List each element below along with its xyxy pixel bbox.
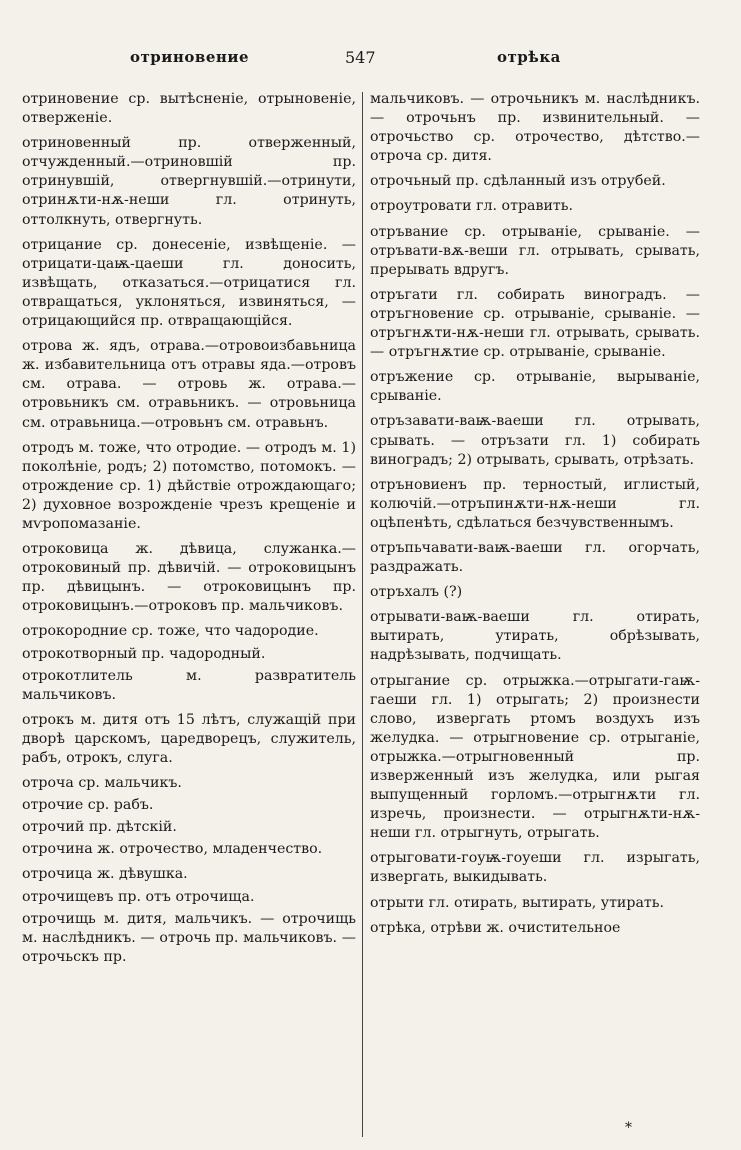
dictionary-entry: отрочьный пр. сдѣланный изъ отрубей. (370, 173, 666, 190)
dictionary-entry: отрочий пр. дѣтскій. (22, 819, 177, 836)
header-right-word: отрѣка (497, 48, 561, 66)
dictionary-entry: отрѣка, отрѣви ж. очистительное (370, 919, 621, 936)
dictionary-entry: отриновенный пр. отверженный, отчужденный.—отриновшій пр. отринувшій, отвергнувшій.—отринути, отринѫти-нѫ-неши гл. отринуть, оттолкнуть, отвергнуть. (22, 135, 356, 228)
dictionary-entry: отрокъ м. дитя отъ 15 лѣтъ, служащій при дворѣ царскомъ, царедворецъ, служитель, рабъ, отрокъ, слуга. (22, 711, 356, 766)
dictionary-entry: отръхалъ (?) (370, 584, 463, 601)
dictionary-entry: отродъ м. тоже, что отродие. — отродъ м. 1) поколѣніе, родъ; 2) потомство, потомокъ. — отрождение ср. 1) дѣйствіе отрождающаго; 2) духовное возрожденіе чрезъ крещеніе и мѵропомазаніе. (22, 439, 356, 532)
dictionary-entry: отръзавати-ваѭ-ваеши гл. отрывать, срывать. — отръзати гл. 1) собирать виноградъ; 2) отрывать, срывать, отрѣзать. (370, 413, 700, 468)
dictionary-entry: отрыговати-гоуѭ-гоуеши гл. изрыгать, извергать, выкидывать. (370, 850, 700, 886)
dictionary-entry: отрывати-ваѭ-ваеши гл. отирать, вытирать, утирать, обрѣзывать, надрѣзывать, подчищать. (370, 609, 700, 664)
dictionary-entry: отръгати гл. собирать виноградъ. — отръгновение ср. отрываніе, срываніе. — отръгнѫти-нѫ-неши гл. отрывать, срывать. — отръгнѫтие ср. отрываніе, срываніе. (370, 286, 700, 361)
dictionary-entry: отрочищь м. дитя, мальчикъ. — отрочищь м. наслѣдникъ. — отрочь пр. мальчиковъ. — отрочьскъ пр. (22, 910, 356, 965)
dictionary-entry: отрицание ср. донесеніе, извѣщеніе. — отрицати-цаѭ-цаеши гл. доносить, извѣщать, отказаться.—отрицатися гл. отвращаться, уклоняться, извиняться, — отрицающийся пр. отвращающійся. (22, 236, 356, 330)
dictionary-entry: отрыти гл. отирать, вытирать, утирать. (370, 894, 665, 911)
dictionary-entry: отръжение ср. отрываніе, вырываніе, срываніе. (370, 369, 700, 405)
dictionary-entry: отроковица ж. дѣвица, служанка.— отроковиный пр. дѣвичій. — отроковицынъ пр. дѣвицынъ. — отроковицынъ пр. отроковицынъ.—отроковъ пр. мальчиковъ. (22, 541, 356, 615)
dictionary-entry: отрыгание ср. отрыжка.—отрыгати-гаѭ-гаеши гл. 1) отрыгать; 2) произнести слово, извергать ртомъ воздухъ изъ желудка. — отрыгновение ср. отрыганіе, отрыжка.—отрыгновенный пр. изверженный изъ желудка, или рыгая выпущенный горломъ.—отрыгнѫти гл. изречь, произнести. — отрыгнѫти-нѫ-неши гл. отрыгнуть, отрыгать. (370, 672, 700, 842)
dictionary-entry: отрокотворный пр. чадородный. (22, 645, 266, 662)
column-divider (362, 92, 363, 1137)
dictionary-entry: отрочина ж. отрочество, младенчество. (22, 841, 323, 858)
dictionary-entry: отроча ср. мальчикъ. (22, 775, 182, 792)
dictionary-entry: отръвание ср. отрываніе, срываніе. — отръвати-вѫ-веши гл. отрывать, срывать, прерывать вдругъ. (370, 223, 700, 278)
page-number: 547 (345, 48, 376, 67)
dictionary-entry: отръпьчавати-ваѭ-ваеши гл. огорчать, раздражать. (370, 539, 700, 576)
dictionary-entry: отрочица ж. дѣвушка. (22, 866, 188, 883)
dictionary-entry: отроутровати гл. отравить. (370, 198, 574, 215)
header-left-word: отриновение (130, 48, 250, 66)
dictionary-entry: отрокотлитель м. развратитель мальчиковъ. (22, 667, 356, 703)
dictionary-entry: отрочищевъ пр. отъ отрочища. (22, 888, 255, 905)
dictionary-entry: отръновиенъ пр. терностый, иглистый, колючій.—отръпинѫти-нѫ-неши гл. оцѣпенѣть, сдѣлаться безчувственнымъ. (370, 476, 700, 531)
dictionary-entry: отрокородние ср. тоже, что чадородие. (22, 623, 319, 640)
footer-mark: * (625, 1120, 632, 1136)
right-column (370, 90, 700, 944)
dictionary-entry: отриновение ср. вытѣсненіе, отрыновеніе, отверженіе. (22, 91, 356, 127)
page-header (0, 48, 741, 78)
left-column (22, 90, 356, 973)
dictionary-entry: мальчиковъ. — отрочьникъ м. наслѣдникъ. — отрочьнъ пр. извинительный. — отрочьство ср. отрочество, дѣтство.—отроча ср. дитя. (370, 91, 700, 165)
dictionary-entry: отрочие ср. рабъ. (22, 797, 154, 814)
dictionary-entry: отрова ж. ядъ, отрава.—отровоизбавьница ж. избавительница отъ отравы яда.—отровъ см. отрава. — отровь ж. отрава.— отровьникъ см. отравьникъ. — отровьница см. отравьница.—отровьнъ см. отравьнъ. (22, 338, 356, 431)
